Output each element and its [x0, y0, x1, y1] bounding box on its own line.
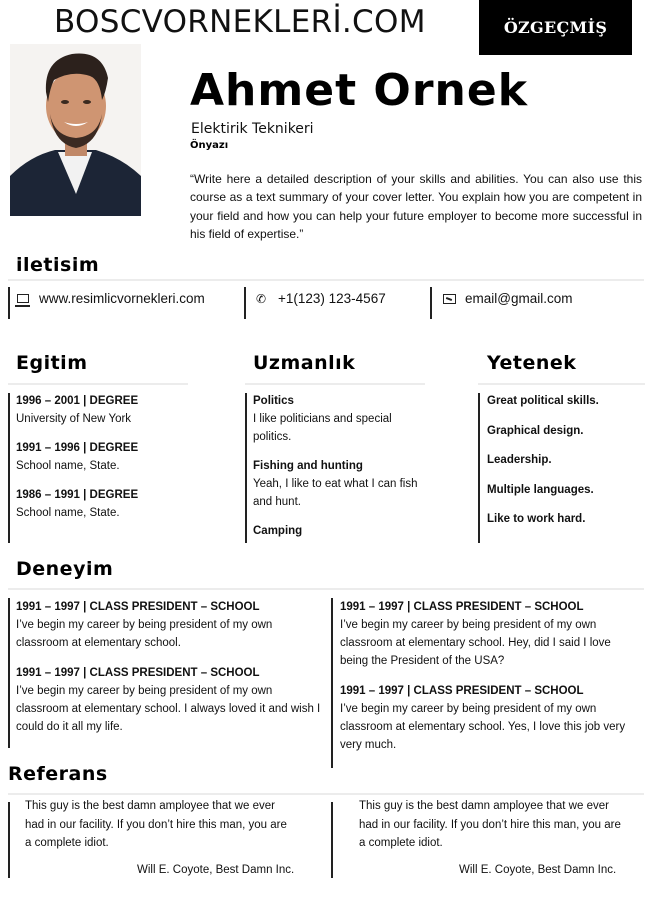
- expertise-entry: [253, 522, 425, 540]
- contact-website[interactable]: [17, 291, 205, 306]
- education-school: School name, State.: [16, 460, 120, 472]
- education-border: [8, 393, 10, 543]
- education-school: University of New York: [16, 413, 132, 425]
- experience-right-list: [340, 598, 640, 766]
- cv-badge: ÖZGEÇMİŞ: [479, 0, 632, 55]
- expertise-entry: [253, 392, 425, 446]
- experience-border-left: [8, 598, 10, 748]
- references-divider: [8, 793, 644, 795]
- job-title: Elektirik Teknikeri: [191, 121, 314, 137]
- skills-border: [478, 393, 480, 543]
- expertise-title: Camping: [253, 525, 303, 537]
- education-list: [16, 392, 186, 533]
- experience-entry: [16, 598, 321, 652]
- education-heading: Egitim: [16, 352, 88, 374]
- reference-border-right: [331, 802, 333, 878]
- skills-divider: [478, 383, 645, 385]
- experience-border-right: [331, 598, 333, 768]
- experience-text: I’ve begin my career by being president of my own classroom at elementary school. Yes, I love this job very very much.: [340, 703, 626, 751]
- reference-author: Will E. Coyote, Best Damn Inc.: [137, 864, 295, 876]
- education-divider: [8, 383, 188, 385]
- references-heading: Referans: [8, 763, 108, 785]
- email-value[interactable]: email@gmail.com: [465, 291, 573, 306]
- skills-heading: Yetenek: [487, 352, 577, 374]
- mail-icon: [443, 294, 465, 304]
- expertise-border: [245, 393, 247, 543]
- website-value[interactable]: www.resimlicvornekleri.com: [39, 291, 205, 306]
- contact-heading: iletisim: [16, 254, 100, 276]
- experience-title: 1991 – 1997 | CLASS PRESIDENT – SCHOOL: [340, 601, 584, 613]
- experience-title: 1991 – 1997 | CLASS PRESIDENT – SCHOOL: [16, 667, 260, 679]
- skill-item: Graphical design.: [487, 424, 584, 437]
- contact-border-2: [244, 287, 246, 319]
- expertise-title: Fishing and hunting: [253, 460, 363, 472]
- skill-item: Great political skills.: [487, 395, 599, 407]
- phone-icon: ✆: [256, 291, 267, 306]
- cover-letter-text: “Write here a detailed description of your skills and abilities. You can also use this course as a text summary of your cover letter. You explain how you are competent in your field and how you can help your future employer to become more successful in his field of expertise.”: [190, 172, 642, 242]
- expertise-heading: Uzmanlık: [253, 352, 356, 374]
- contact-border-3: [430, 287, 432, 319]
- skills-list: [487, 392, 645, 540]
- laptop-icon: [17, 294, 39, 303]
- experience-heading: Deneyim: [16, 558, 114, 580]
- contact-phone[interactable]: [256, 291, 386, 306]
- site-title: BOSCVORNEKLERİ.COM: [54, 4, 426, 40]
- education-entry: [16, 486, 186, 522]
- expertise-divider: [245, 383, 425, 385]
- experience-text: I’ve begin my career by being president of my own classroom at elementary school. Hey, did I said I love being the President of the USA?: [340, 619, 611, 667]
- experience-entry: [340, 682, 640, 754]
- profile-photo: [10, 44, 141, 216]
- education-entry: [16, 392, 186, 428]
- reference-author: Will E. Coyote, Best Damn Inc.: [459, 864, 617, 876]
- experience-title: 1991 – 1997 | CLASS PRESIDENT – SCHOOL: [340, 685, 584, 697]
- experience-title: 1991 – 1997 | CLASS PRESIDENT – SCHOOL: [16, 601, 260, 613]
- expertise-list: [253, 392, 425, 551]
- candidate-name: Ahmet Ornek: [190, 65, 528, 116]
- expertise-title: Politics: [253, 395, 294, 407]
- contact-border-1: [8, 287, 10, 319]
- contact-divider: [8, 279, 644, 281]
- skill-item: Like to work hard.: [487, 513, 586, 526]
- skill-item: Multiple languages.: [487, 483, 594, 496]
- experience-entry: [16, 664, 321, 736]
- skill-item: Leadership.: [487, 454, 552, 467]
- expertise-text: Yeah, I like to eat what I can fish and hunt.: [253, 478, 418, 508]
- reference-quote: This guy is the best damn amployee that we ever had in our facility. If you don’t hire this man, you are a complete idiot.: [359, 800, 621, 849]
- education-entry: [16, 439, 186, 475]
- cover-letter-label: Önyazı: [190, 140, 229, 151]
- phone-value[interactable]: +1(123) 123-4567: [278, 291, 386, 306]
- expertise-entry: [253, 457, 425, 511]
- education-period: 1996 – 2001 | DEGREE: [16, 395, 139, 407]
- experience-divider: [8, 588, 644, 590]
- expertise-text: I like politicians and special politics.: [253, 413, 392, 443]
- education-period: 1986 – 1991 | DEGREE: [16, 489, 139, 501]
- reference-quote: This guy is the best damn amployee that we ever had in our facility. If you don’t hire this man, you are a complete idiot.: [25, 800, 287, 849]
- education-school: School name, State.: [16, 507, 120, 519]
- contact-email[interactable]: [443, 291, 572, 306]
- experience-text: I’ve begin my career by being president of my own classroom at elementary school. I always loved it and wish I could do it all my life.: [16, 685, 321, 733]
- experience-entry: [340, 598, 640, 670]
- experience-text: I’ve begin my career by being president of my own classroom at elementary school.: [16, 619, 273, 649]
- experience-left-list: [16, 598, 321, 748]
- education-period: 1991 – 1996 | DEGREE: [16, 442, 139, 454]
- reference-border-left: [8, 802, 10, 878]
- person-photo-icon: [10, 44, 141, 216]
